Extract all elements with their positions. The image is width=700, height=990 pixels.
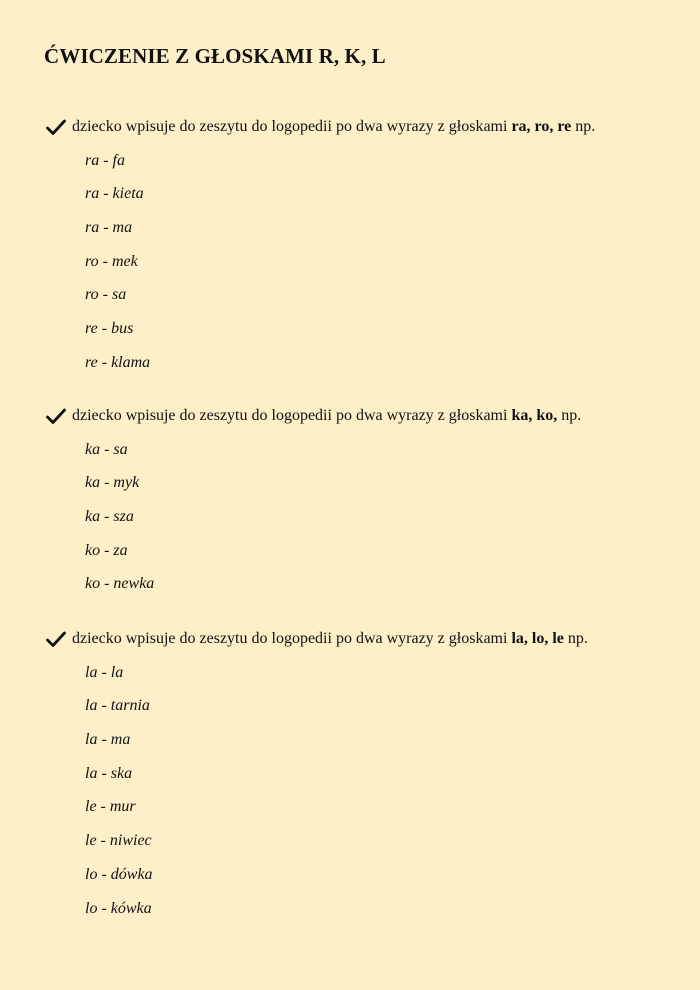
checkmark-icon [46, 118, 66, 136]
exercise-instruction [44, 406, 684, 426]
syllables-label: la, lo, le [511, 630, 564, 647]
word-item: la - la [85, 663, 124, 681]
word-item: ka - myk [85, 474, 140, 492]
instruction-suffix: np. [567, 630, 588, 647]
checkmark-icon [46, 407, 66, 425]
exercise-instruction [44, 117, 684, 137]
word-item: le - niwiec [85, 832, 152, 850]
syllables-label: ka, ko, [511, 407, 558, 424]
word-item: le - mur [85, 798, 136, 816]
word-item: ra - fa [85, 151, 125, 169]
word-list [44, 663, 684, 919]
checkmark-icon [46, 630, 66, 648]
exercise-section-r [44, 117, 684, 373]
word-list [44, 440, 684, 595]
word-item: ko - newka [85, 575, 155, 593]
word-item: ro - sa [85, 286, 127, 304]
word-item: ko - za [85, 541, 128, 559]
word-list [44, 151, 684, 373]
instruction-text: dziecko wpisuje do zeszytu do logopedii po dwa wyrazy z głoskami [72, 407, 508, 424]
word-item: ra - kieta [85, 185, 144, 203]
word-item: ka - sza [85, 508, 134, 526]
exercise-section-k [44, 406, 684, 594]
instruction-suffix: np. [561, 407, 582, 424]
word-item: re - bus [85, 320, 134, 338]
syllables-label: ra, ro, re [511, 118, 572, 135]
word-item: re - klama [85, 353, 151, 371]
page-title: ĆWICZENIE Z GŁOSKAMI R, K, L [44, 44, 386, 68]
word-item: la - ma [85, 731, 131, 749]
word-item: lo - kówka [85, 899, 152, 917]
instruction-text: dziecko wpisuje do zeszytu do logopedii po dwa wyrazy z głoskami [72, 630, 508, 647]
exercise-section-l [44, 629, 684, 919]
exercise-instruction [44, 629, 684, 649]
instruction-suffix: np. [575, 118, 596, 135]
word-item: la - ska [85, 764, 133, 782]
word-item: lo - dówka [85, 865, 153, 883]
word-item: la - tarnia [85, 697, 150, 715]
word-item: ro - mek [85, 252, 138, 270]
instruction-text: dziecko wpisuje do zeszytu do logopedii po dwa wyrazy z głoskami [72, 118, 508, 135]
word-item: ka - sa [85, 440, 128, 458]
word-item: ra - ma [85, 219, 133, 237]
